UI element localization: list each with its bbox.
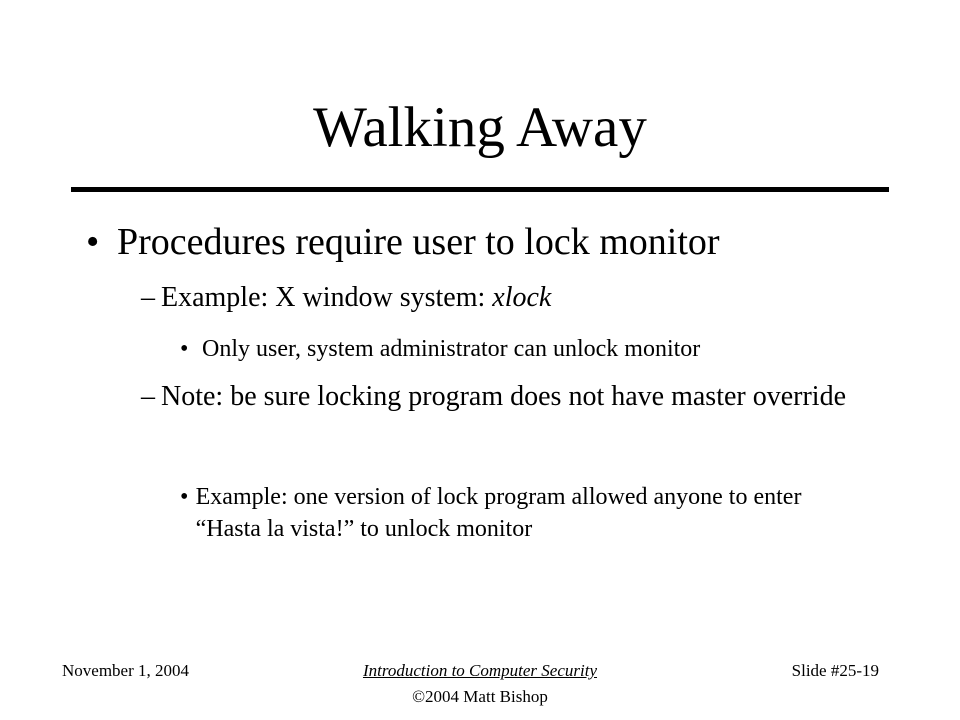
bullet-marker: • — [180, 336, 189, 362]
footer-course-title: Introduction to Computer Security — [362, 661, 598, 680]
footer-slide-number: Slide #25-19 — [791, 661, 879, 680]
bullet-text: Example: one version of lock program allowed anyone to enter “Hasta la vista!” to unlock monitor — [195, 484, 802, 542]
slide-title: Walking Away — [313, 96, 647, 159]
footer-date: November 1, 2004 — [62, 661, 190, 680]
bullet-level-3-only-user — [180, 333, 700, 365]
dash-marker: – — [141, 381, 155, 412]
title-divider — [71, 187, 889, 192]
footer-course-info — [280, 661, 680, 707]
bullet-level-1 — [86, 220, 720, 264]
bullet-marker: • — [180, 484, 189, 510]
bullet-text: Only user, system administrator can unlock monitor — [202, 336, 701, 362]
emphasized-term: xlock — [492, 282, 552, 313]
bullet-text-wrapper — [161, 280, 551, 316]
bullet-marker: • — [86, 221, 100, 263]
bullet-level-2-example — [141, 280, 551, 316]
bullet-level-3-hasta-la-vista — [180, 481, 870, 545]
bullet-text: Example: X window system: — [161, 282, 493, 313]
bullet-text: Procedures require user to lock monitor — [117, 221, 720, 263]
bullet-text: Note: be sure locking program does not have master override — [161, 381, 847, 412]
dash-marker: – — [141, 282, 155, 313]
bullet-level-2-note — [141, 379, 861, 415]
footer-copyright: ©2004 Matt Bishop — [412, 687, 548, 706]
